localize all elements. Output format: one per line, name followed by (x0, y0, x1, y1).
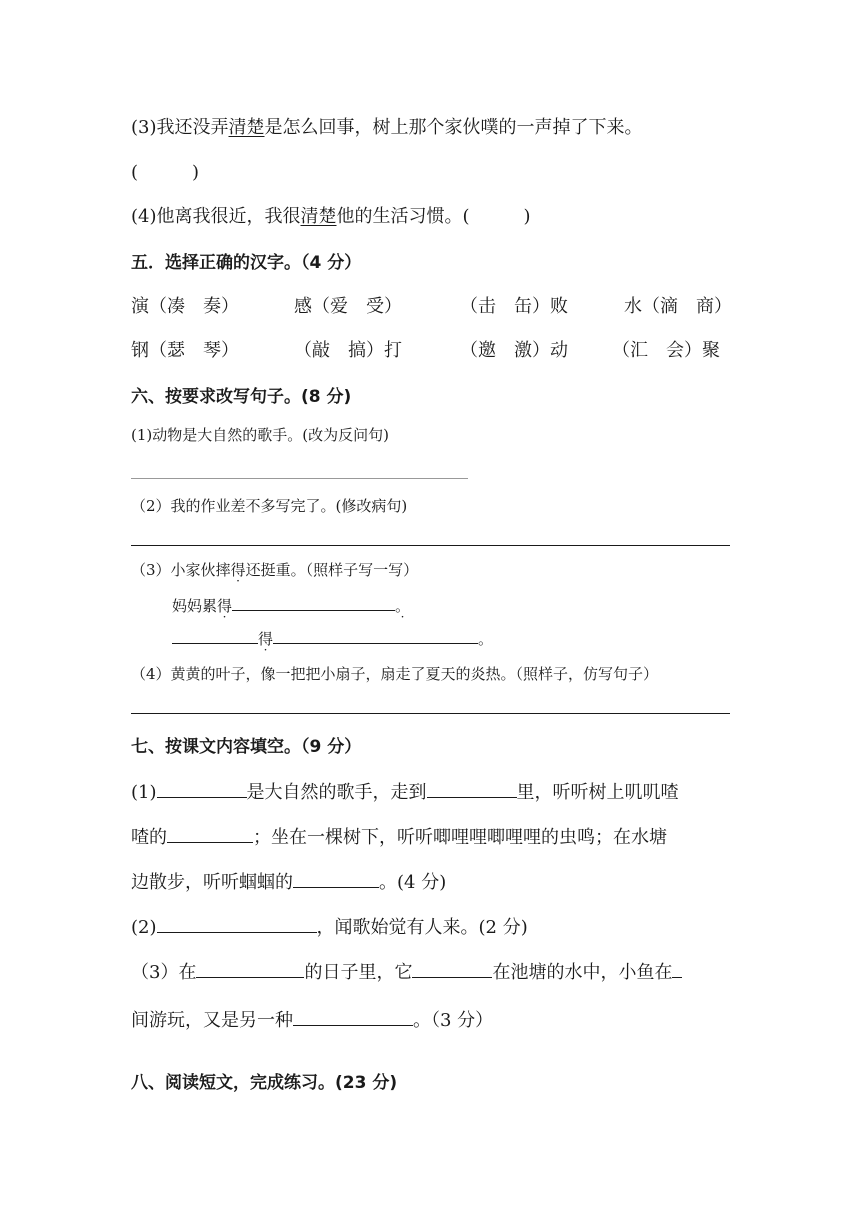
sec7-text: ，闻歌始觉有人来。(2 分) (316, 917, 528, 938)
sec7-text: 。（3 分） (413, 1010, 494, 1031)
sec5-choice[interactable]: 水（滴 商） (624, 296, 732, 317)
sec7-line5 (131, 959, 682, 986)
sec6-q3-line1-dotted-char: 得 (217, 597, 233, 615)
sec7-line4 (131, 914, 528, 941)
blank[interactable] (293, 1007, 413, 1026)
sec6-q3-line1-end: 。 · (395, 593, 410, 619)
sec7-text: 是大自然的歌手，走到 (246, 782, 427, 803)
sec5-choice[interactable]: （敲 搞）打 (294, 340, 402, 361)
blank[interactable] (232, 592, 395, 611)
sec5-choice[interactable]: （汇 会）聚 (612, 340, 720, 361)
sec4-q3-answer-paren[interactable]: ( ) (131, 162, 200, 183)
sec5-choice[interactable]: 感（爱 受） (294, 296, 402, 317)
sec6-q3-line2-dotted-char: 得 (258, 630, 274, 648)
sec6-title: 六、按要求改写句子。(8 分) (131, 387, 352, 407)
sec7-text: ；坐在一棵树下，听听唧哩哩唧哩哩的虫鸣；在水塘 (253, 827, 667, 848)
sec6-q4: （4）黄黄的叶子，像一把把小扇子，扇走了夏天的炎热。（照样子，仿写句子） (131, 665, 659, 683)
blank[interactable] (167, 824, 253, 843)
sec4-q3-pre: (3)我还没弄 (131, 117, 229, 138)
sec7-title: 七、按课文内容填空。（9 分） (131, 737, 362, 757)
sec4-q4 (131, 204, 531, 230)
blank[interactable] (157, 779, 247, 798)
answer-line[interactable] (131, 545, 730, 546)
answer-line[interactable] (131, 713, 730, 714)
blank[interactable] (427, 779, 517, 798)
sec6-q3-line1 (172, 592, 410, 619)
sec6-q1: (1)动物是大自然的歌手。(改为反问句) (131, 426, 389, 444)
sec4-q3-post: 是怎么回事，树上那个家伙噗的一声掉了下来。 (264, 117, 643, 138)
blank[interactable] (172, 625, 258, 644)
sec6-q3-dotted-char: 得 (230, 561, 246, 579)
sec6-q3-pre: （3）小家伙摔 (131, 561, 231, 579)
sec7-line6 (131, 1007, 493, 1034)
sec7-line3 (131, 869, 446, 896)
blank[interactable] (273, 625, 478, 644)
sec5-choice[interactable]: 演（凑 奏） (131, 296, 239, 317)
sec6-q2: （2）我的作业差不多写完了。(修改病句) (131, 497, 408, 515)
sec5-choice[interactable]: （击 缶）败 (460, 296, 568, 317)
sec8-title: 八、阅读短文，完成练习。(23 分) (131, 1073, 398, 1093)
sec4-q3 (131, 115, 643, 141)
answer-line[interactable] (131, 478, 468, 479)
sec4-q4-underlined: 清楚 (300, 206, 337, 227)
sec7-text: 在池塘的水中，小鱼在 (492, 962, 673, 983)
sec7-text: (1) (131, 782, 157, 803)
sec6-q3-post: 还挺重。（照样子写一写） (245, 561, 419, 579)
blank[interactable] (196, 959, 304, 978)
sec7-text: 间游玩，又是另一种 (131, 1010, 293, 1031)
blank[interactable] (157, 914, 317, 933)
sec7-line2 (131, 824, 667, 851)
sec7-line1 (131, 779, 679, 806)
sec5-choice[interactable]: 钢（瑟 琴） (131, 340, 239, 361)
sec7-text: 。(4 分) (379, 872, 447, 893)
sec6-q3-line2-end: 。 (478, 630, 494, 648)
sec7-text: 的日子里，它 (304, 962, 413, 983)
sec6-q3-line2 (172, 625, 493, 652)
sec4-q3-underlined: 清楚 (228, 117, 265, 138)
sec7-text: 里，听听树上叽叽喳 (516, 782, 679, 803)
blank[interactable] (672, 959, 682, 978)
sec6-q3-line1-pre: 妈妈累 (172, 597, 218, 615)
blank[interactable] (412, 959, 492, 978)
sec4-q4-post: 他的生活习惯。( ) (336, 206, 531, 227)
blank[interactable] (293, 869, 379, 888)
sec7-text: （3）在 (131, 962, 197, 983)
sec7-text: 边散步，听听蝈蝈的 (131, 872, 293, 893)
sec5-title: 五．选择正确的汉字。（4 分） (131, 253, 362, 273)
sec7-text: 喳的 (131, 827, 167, 848)
sec5-choice[interactable]: （邀 激）动 (460, 340, 568, 361)
sec7-text: (2) (131, 917, 157, 938)
sec4-q4-pre: (4)他离我很近，我很 (131, 206, 301, 227)
sec6-q3 (131, 557, 418, 583)
